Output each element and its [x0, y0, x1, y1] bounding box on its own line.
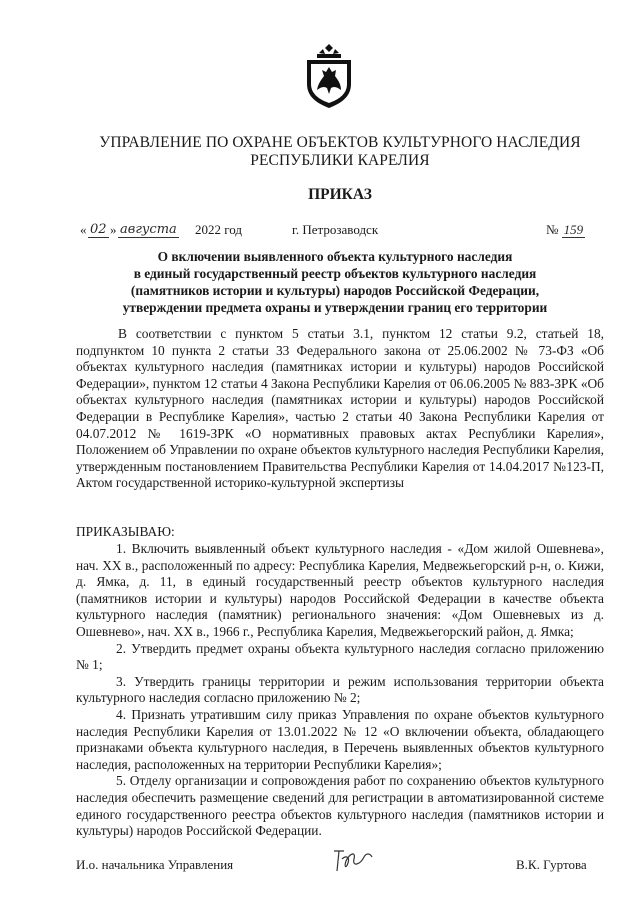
order-item: 3. Утвердить границы территории и режим использования территории объекта культурного наследия согласно приложению № 2;: [76, 673, 604, 706]
order-items: [76, 541, 604, 840]
city: г. Петрозаводск: [292, 222, 379, 237]
order-item: 5. Отделу организации и сопровождения работ по сохранению объектов культурного наследия обеспечить размещение сведений для регистрации в автоматизированной системе единого государственного реестра объектов культурного наследия (памятников истории и культуры) народов Российской Федерации.: [76, 773, 604, 839]
agency-name: [0, 134, 640, 170]
date-close-quote: »: [110, 222, 117, 237]
preamble-text: В соответствии с пунктом 5 статьи 3.1, пунктом 12 статьи 9.2, статьей 18, подпунктом 10 пункта 2 статьи 33 Федерального закона от 25.06.2002 № 73-ФЗ «Об объектах культурного наследия (памятниках истории и культуры) народов Российской Федерации», пунктом 12 статьи 4 Закона Республики Карелия от 06.06.2005 № 883-ЗРК «Об объектах культурного наследия (памятниках истории и культуры) народов Российской Федерации в Республике Карелия», частью 2 статьи 40 Закона Республики Карелия от 04.07.2012 № 1619-ЗРК «О нормативных правовых актах Республики Карелия», Положением об Управлении по охране объектов культурного наследия Республики Карелия, утвержденным постановлением Правительства Республики Карелия от 14.04.2017 №123-П, Актом государственной историко-культурной экспертизы: [76, 326, 604, 491]
agency-name-line1: УПРАВЛЕНИЕ ПО ОХРАНЕ ОБЪЕКТОВ КУЛЬТУРНОГО НАСЛЕДИЯ: [99, 134, 581, 151]
subject-line3: (памятников истории и культуры) народов Российской Федерации,: [130, 283, 540, 298]
handwritten-signature: [330, 845, 376, 875]
order-item: 4. Признать утратившим силу приказ Управления по охране объектов культурного наследия Республики Карелия от 13.01.2022 № 12 «О включении объекта, обладающего признаками объекта культурного наследия, в Перечень выявленных объектов культурного наследия, расположенных на территории Республики Карелия»;: [76, 706, 604, 772]
subject-line2: в единый государственный реестр объектов культурного наследия: [133, 266, 537, 281]
signatory-position: И.о. начальника Управления: [76, 857, 234, 872]
subject-line1: О включении выявленного объекта культурного наследия: [157, 249, 513, 264]
date-year: 2022 год: [195, 222, 242, 237]
agency-name-line2: РЕСПУБЛИКИ КАРЕЛИЯ: [250, 152, 430, 169]
document-subject: [100, 248, 570, 316]
preamble: [76, 326, 604, 492]
order-item: 2. Утвердить предмет охраны объекта культурного наследия согласно приложению № 1;: [76, 640, 604, 673]
date-open-quote: «: [80, 222, 87, 237]
order-item: 1. Включить выявленный объект культурного наследия - «Дом жилой Ошевнева», нач. XX в., расположенный по адресу: Республика Карелия, Медвежьегорский р-н, о. Кижи, д. Ямка, д. 11, в единый государственный реестр объектов культурного наследия (памятников истории и культуры) народов Российской Федерации в качестве объекта культурного наследия (памятник) регионального значения: «Дом Ошевневых из д. Ошевнево», нач. XX в., 1966 г., Республика Карелия, Медвежьегорский район, д. Ямка;: [76, 541, 604, 639]
number-prefix: №: [546, 222, 559, 237]
signatory-name: В.К. Гуртова: [516, 857, 587, 872]
date-day: 02: [90, 222, 107, 237]
order-word: ПРИКАЗЫВАЮ:: [76, 524, 175, 539]
date-month: августа: [120, 222, 177, 237]
document-type: ПРИКАЗ: [308, 186, 372, 203]
document-number: [546, 222, 585, 238]
number-value: 159: [563, 222, 584, 237]
subject-line4: утверждении предмета охраны и утверждении границ его территории: [122, 300, 548, 315]
karelia-coat-of-arms-icon: [303, 44, 355, 108]
